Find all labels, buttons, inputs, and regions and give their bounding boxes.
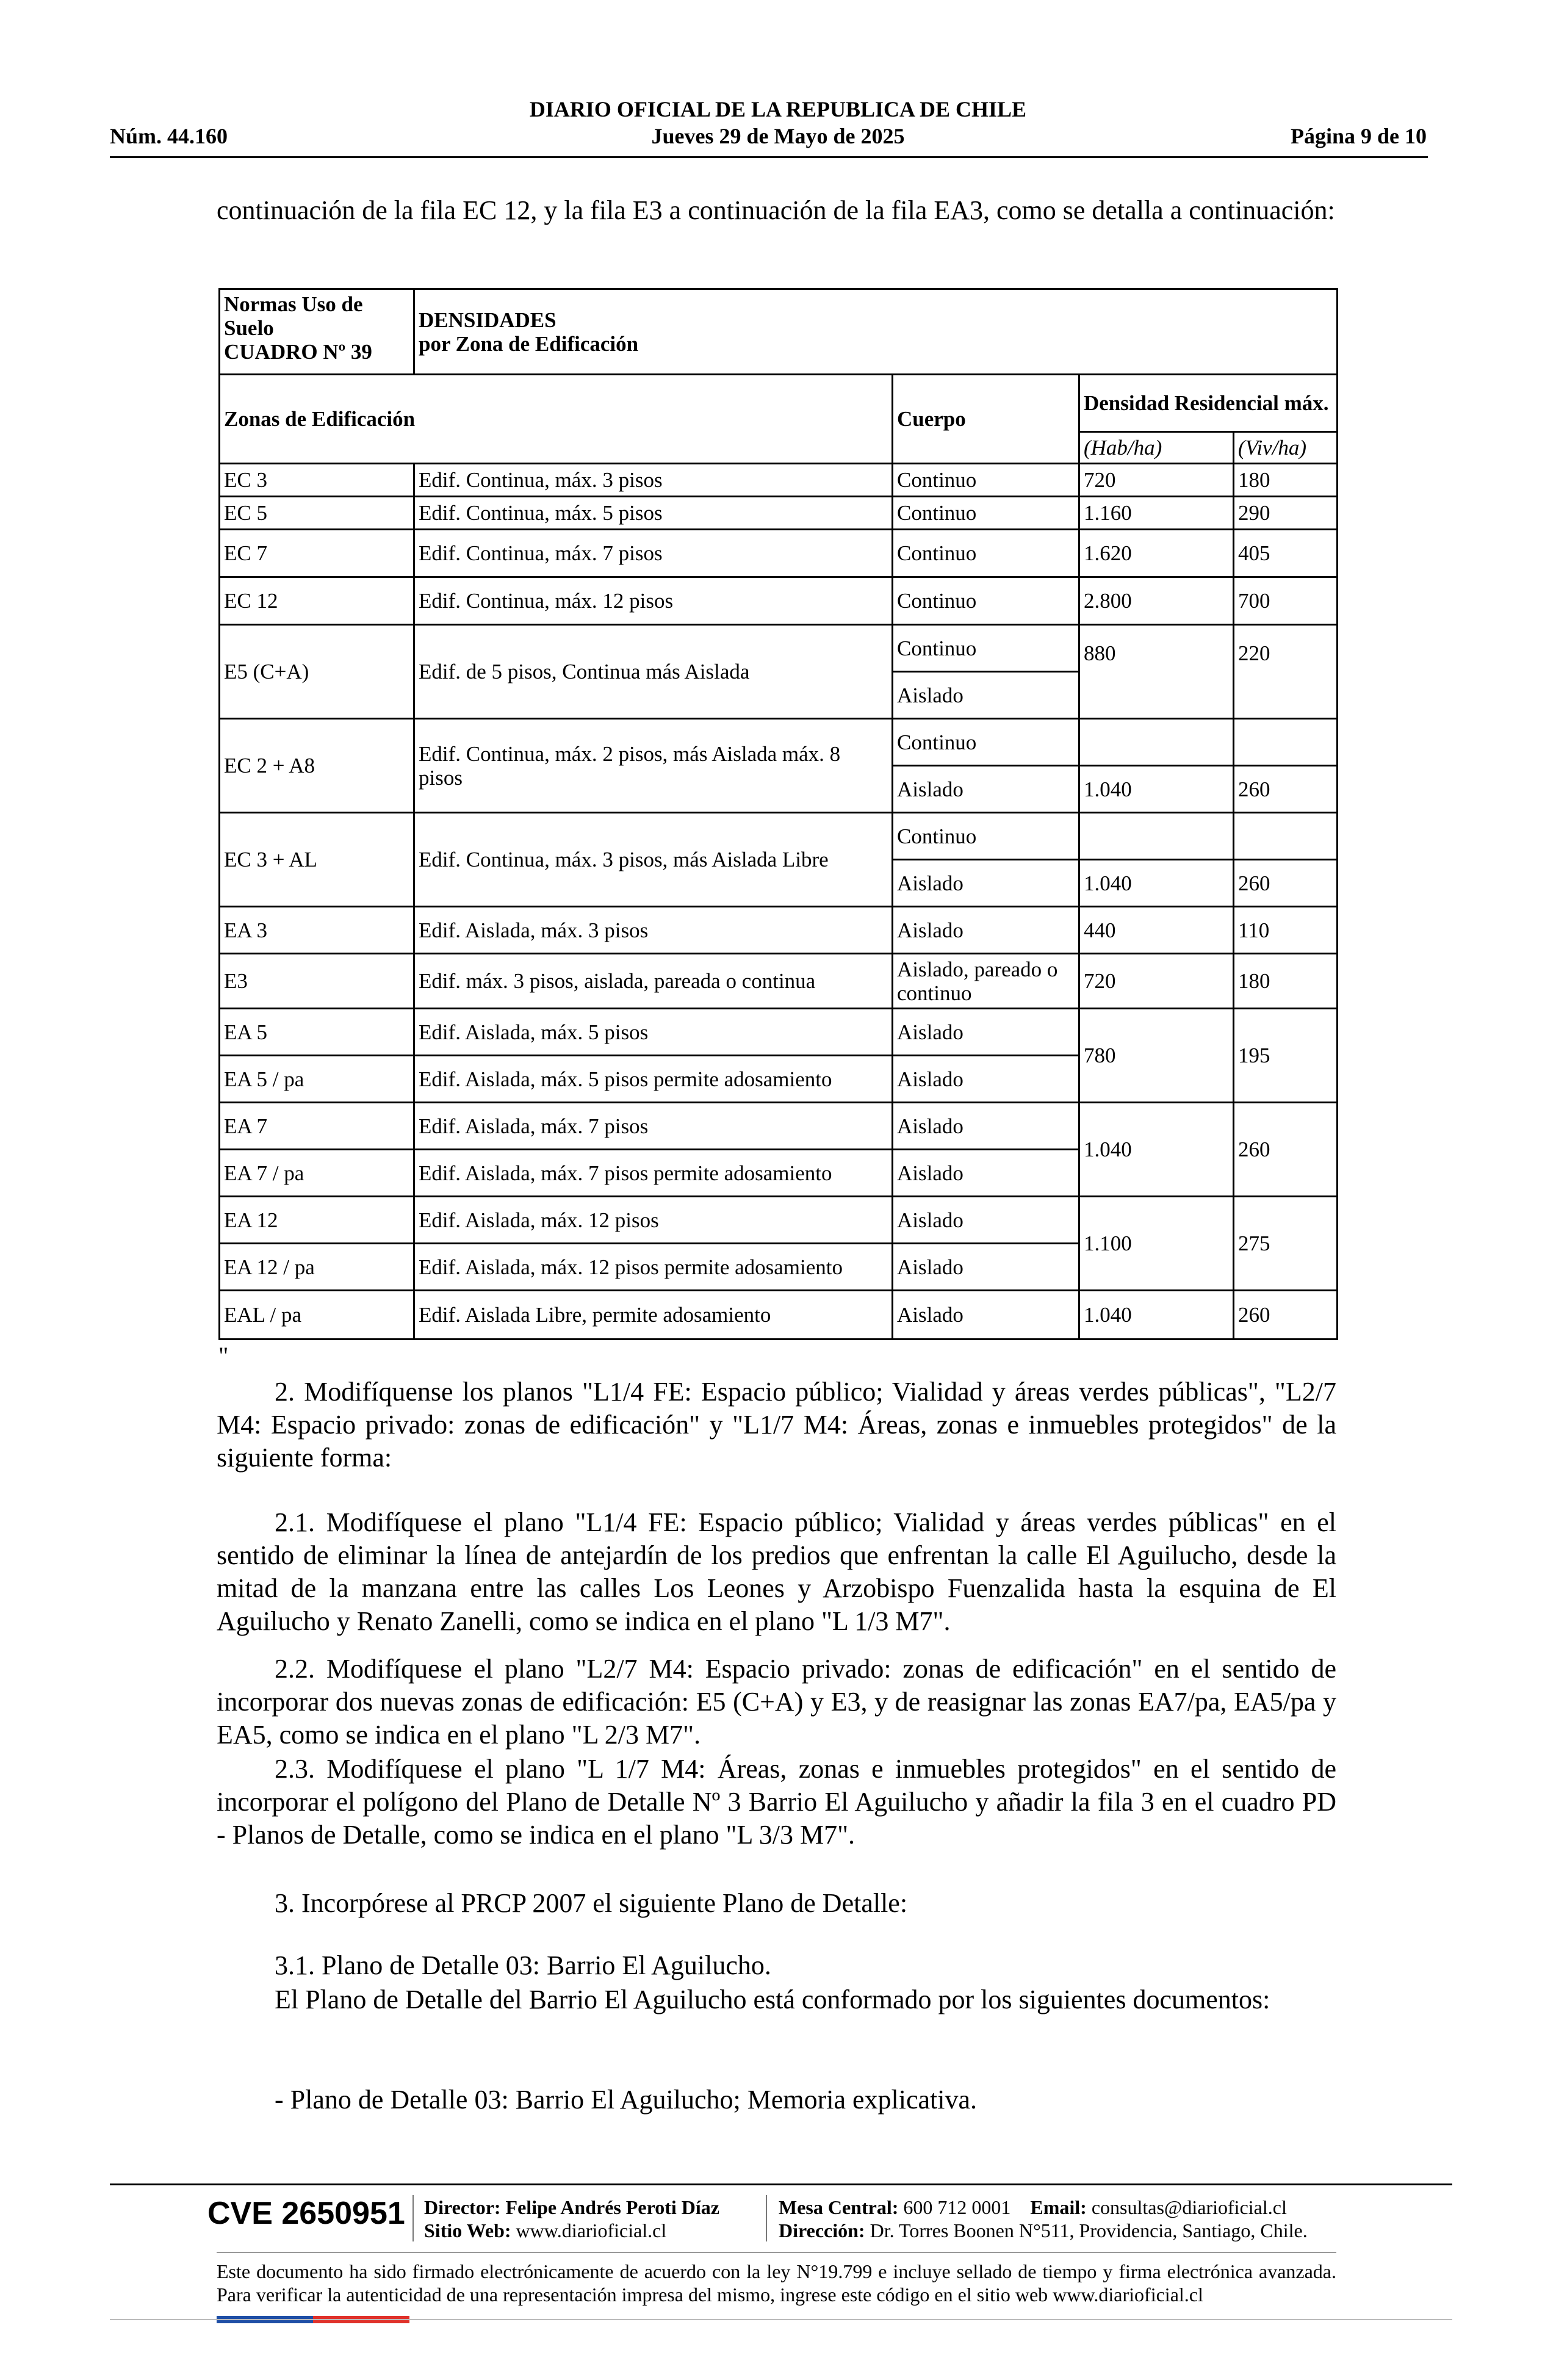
table-title-line-1: DENSIDADES: [419, 308, 556, 332]
table-title-cell: [414, 289, 1338, 375]
viv-empty-cell: [1234, 719, 1338, 766]
hab-cell: 1.100: [1079, 1197, 1234, 1291]
issue-number: Núm. 44.160: [110, 124, 228, 148]
desc-cell: Edif. Aislada, máx. 12 pisos: [414, 1197, 893, 1244]
web-link[interactable]: www.diarioficial.cl: [516, 2220, 667, 2241]
address-label: Dirección:: [779, 2220, 865, 2241]
table-row: [220, 577, 1338, 625]
intro-paragraph: continuación de la fila EC 12, y la fila E3 a continuación de la fila EA3, como se detalla a continuación:: [217, 195, 1335, 225]
address-text: Dr. Torres Boonen N°511, Providencia, Santiago, Chile.: [870, 2220, 1308, 2241]
header-divider: [110, 156, 1428, 158]
table-row: [220, 813, 1338, 860]
paragraph-3: 3. Incorpórese al PRCP 2007 el siguiente Plano de Detalle:: [275, 1888, 908, 1918]
hab-cell: 1.040: [1079, 1291, 1234, 1340]
desc-cell: Edif. Aislada, máx. 5 pisos: [414, 1009, 893, 1056]
desc-cell: Edif. Continua, máx. 5 pisos: [414, 497, 893, 530]
cuerpo-cell: Continuo: [893, 625, 1079, 672]
viv-cell: 110: [1234, 907, 1338, 954]
cuerpo-cell: Continuo: [893, 530, 1079, 577]
viv-cell: 195: [1234, 1009, 1338, 1103]
footer-divider: [110, 2183, 1452, 2185]
cuerpo-cell: Aislado: [893, 1056, 1079, 1103]
table-row: [220, 1197, 1338, 1244]
viv-cell: 260: [1234, 860, 1338, 907]
viv-cell: 260: [1234, 1103, 1338, 1197]
footer-separator: [766, 2195, 767, 2241]
table-row: [220, 497, 1338, 530]
director-name: Felipe Andrés Peroti Díaz: [505, 2196, 719, 2218]
desc-cell: Edif. Aislada, máx. 12 pisos permite adosamiento: [414, 1244, 893, 1291]
footer-bottom-divider: [110, 2319, 1452, 2320]
zone-cell: EA 7: [220, 1103, 414, 1150]
density-table: [218, 288, 1338, 1340]
cve-code: CVE 2650951: [207, 2196, 405, 2231]
corner-line-3: CUADRO Nº 39: [224, 340, 372, 364]
footer-contact-block: [779, 2196, 1308, 2242]
hab-empty-cell: [1079, 719, 1234, 766]
desc-cell: Edif. Continua, máx. 3 pisos: [414, 464, 893, 497]
footer-inner-divider: [217, 2252, 1336, 2253]
table-header-row: [220, 375, 1338, 432]
hab-cell: 1.040: [1079, 766, 1234, 813]
newspaper-title: DIARIO OFICIAL DE LA REPUBLICA DE CHILE: [529, 97, 1027, 121]
table-row: [220, 464, 1338, 497]
table-row: [220, 719, 1338, 766]
paragraph-list-item: - Plano de Detalle 03: Barrio El Aguilucho; Memoria explicativa.: [275, 2085, 978, 2115]
hab-cell: 720: [1079, 954, 1234, 1009]
table-corner-cell: [220, 289, 414, 375]
mesa-phone: 600 712 0001: [903, 2196, 1011, 2218]
desc-cell: Edif. Continua, máx. 3 pisos, más Aislada Libre: [414, 813, 893, 907]
viv-cell: 275: [1234, 1197, 1338, 1291]
desc-cell: Edif. Continua, máx. 2 pisos, más Aislada máx. 8 pisos: [414, 719, 893, 813]
hab-cell: 880: [1079, 625, 1234, 719]
header-zonas: Zonas de Edificación: [220, 375, 893, 464]
viv-cell: 220: [1234, 625, 1338, 719]
desc-cell: Edif. Aislada, máx. 7 pisos permite adosamiento: [414, 1150, 893, 1197]
viv-cell: 180: [1234, 464, 1338, 497]
zone-cell: EC 12: [220, 577, 414, 625]
cuerpo-cell: Aislado: [893, 1103, 1079, 1150]
desc-cell: Edif. Aislada, máx. 3 pisos: [414, 907, 893, 954]
zone-cell: EA 12: [220, 1197, 414, 1244]
table-title-row: [220, 289, 1338, 375]
cuerpo-cell: Aislado: [893, 860, 1079, 907]
viv-cell: 290: [1234, 497, 1338, 530]
cuerpo-cell: Aislado: [893, 1150, 1079, 1197]
zone-cell: E3: [220, 954, 414, 1009]
hab-cell: 1.620: [1079, 530, 1234, 577]
email-link[interactable]: consultas@diarioficial.cl: [1091, 2196, 1287, 2218]
hab-cell: 440: [1079, 907, 1234, 954]
desc-cell: Edif. Aislada, máx. 7 pisos: [414, 1103, 893, 1150]
mesa-label: Mesa Central:: [779, 2196, 899, 2218]
desc-cell: Edif. máx. 3 pisos, aislada, pareada o continua: [414, 954, 893, 1009]
email-label: Email:: [1030, 2196, 1087, 2218]
table-row: [220, 1009, 1338, 1056]
table-row: [220, 907, 1338, 954]
zone-cell: EA 3: [220, 907, 414, 954]
footer-separator: [412, 2195, 414, 2241]
table-row: [220, 1103, 1338, 1150]
cuerpo-cell: Continuo: [893, 497, 1079, 530]
table-row: [220, 1291, 1338, 1340]
cuerpo-cell: Aislado: [893, 907, 1079, 954]
desc-cell: Edif. Continua, máx. 7 pisos: [414, 530, 893, 577]
cuerpo-cell: Continuo: [893, 577, 1079, 625]
zone-cell: EA 7 / pa: [220, 1150, 414, 1197]
hab-cell: 780: [1079, 1009, 1234, 1103]
viv-cell: 405: [1234, 530, 1338, 577]
unit-viv: (Viv/ha): [1234, 432, 1338, 464]
zone-cell: EC 2 + A8: [220, 719, 414, 813]
cuerpo-cell: Aislado: [893, 1009, 1079, 1056]
corner-line-1: Normas Uso de: [224, 292, 363, 316]
corner-line-2: Suelo: [224, 316, 274, 340]
closing-quote: ": [218, 1342, 229, 1369]
viv-cell: 260: [1234, 766, 1338, 813]
viv-cell: 180: [1234, 954, 1338, 1009]
hab-cell: 720: [1079, 464, 1234, 497]
viv-cell: 700: [1234, 577, 1338, 625]
issue-date: Jueves 29 de Mayo de 2025: [651, 124, 905, 148]
paragraph-2-1: 2.1. Modifíquese el plano "L1/4 FE: Espacio público; Vialidad y áreas verdes públicas" en el sentido de eliminar la línea de antejardín de los predios que enfrentan la calle El Aguilucho, desde la mitad de la manzana entre las calles Los Leones y Arzobispo Fuenzalida hasta la esquina de El Aguilucho y Renato Zanelli, como se indica en el plano "L 1/3 M7".: [217, 1507, 1336, 1636]
cuerpo-cell: Aislado: [893, 1244, 1079, 1291]
unit-hab: (Hab/ha): [1079, 432, 1234, 464]
cuerpo-cell: Continuo: [893, 464, 1079, 497]
cuerpo-cell: Aislado: [893, 766, 1079, 813]
cuerpo-cell: Continuo: [893, 813, 1079, 860]
cuerpo-cell: Aislado: [893, 1291, 1079, 1340]
paragraph-2-2: 2.2. Modifíquese el plano "L2/7 M4: Espacio privado: zonas de edificación" en el sentido de incorporar dos nuevas zonas de edificación: E5 (C+A) y E3, y de reasignar las zonas EA7/pa, EA5/pa y EA5, como se indica en el plano "L 2/3 M7".: [217, 1654, 1336, 1750]
desc-cell: Edif. Continua, máx. 12 pisos: [414, 577, 893, 625]
hab-cell: 1.040: [1079, 1103, 1234, 1197]
desc-cell: Edif. de 5 pisos, Continua más Aislada: [414, 625, 893, 719]
zone-cell: EC 7: [220, 530, 414, 577]
hab-cell: 2.800: [1079, 577, 1234, 625]
paragraph-3-1: 3.1. Plano de Detalle 03: Barrio El Aguilucho.: [275, 1950, 771, 1980]
zone-cell: EC 3: [220, 464, 414, 497]
zone-cell: E5 (C+A): [220, 625, 414, 719]
cuerpo-cell: Aislado: [893, 672, 1079, 719]
cuerpo-cell: Continuo: [893, 719, 1079, 766]
viv-cell: 260: [1234, 1291, 1338, 1340]
web-label: Sitio Web:: [424, 2220, 511, 2241]
table-row: [220, 625, 1338, 672]
cuerpo-cell: Aislado: [893, 1197, 1079, 1244]
header-densidad: Densidad Residencial máx.: [1079, 375, 1338, 432]
table-title-line-2: por Zona de Edificación: [419, 331, 639, 356]
zone-cell: EC 3 + AL: [220, 813, 414, 907]
hab-empty-cell: [1079, 813, 1234, 860]
zone-cell: EC 5: [220, 497, 414, 530]
page-indicator: Página 9 de 10: [1290, 124, 1427, 148]
header-cuerpo: Cuerpo: [893, 375, 1079, 464]
desc-cell: Edif. Aislada Libre, permite adosamiento: [414, 1291, 893, 1340]
cuerpo-cell: Aislado, pareado o continuo: [893, 954, 1079, 1009]
hab-cell: 1.040: [1079, 860, 1234, 907]
footer-director-block: [424, 2196, 719, 2242]
paragraph-2-3: 2.3. Modifíquese el plano "L 1/7 M4: Áreas, zonas e inmuebles protegidos" en el sentido de incorporar el polígono del Plano de Detalle Nº 3 Barrio El Aguilucho y añadir la fila 3 en el cuadro PD - Planos de Detalle, como se indica en el plano "L 3/3 M7".: [217, 1754, 1336, 1850]
zone-cell: EAL / pa: [220, 1291, 414, 1340]
table-row: [220, 530, 1338, 577]
director-label: Director:: [424, 2196, 501, 2218]
desc-cell: Edif. Aislada, máx. 5 pisos permite adosamiento: [414, 1056, 893, 1103]
table-row: [220, 954, 1338, 1009]
legal-notice: Este documento ha sido firmado electrónicamente de acuerdo con la ley N°19.799 e incluye sellado de tiempo y firma electrónica avanzada. Para verificar la autenticidad de una representación impresa del mismo, ingrese este código en el sitio web www.diarioficial.cl: [217, 2260, 1336, 2306]
hab-cell: 1.160: [1079, 497, 1234, 530]
viv-empty-cell: [1234, 813, 1338, 860]
zone-cell: EA 12 / pa: [220, 1244, 414, 1291]
zone-cell: EA 5: [220, 1009, 414, 1056]
paragraph-3-1-body: El Plano de Detalle del Barrio El Aguilucho está conformado por los siguientes documentos:: [275, 1985, 1270, 2014]
paragraph-2: 2. Modifíquense los planos "L1/4 FE: Espacio público; Vialidad y áreas verdes públicas", "L2/7 M4: Espacio privado: zonas de edificación" y "L1/7 M4: Áreas, zonas e inmuebles protegidos" de la siguiente forma:: [217, 1377, 1336, 1473]
zone-cell: EA 5 / pa: [220, 1056, 414, 1103]
